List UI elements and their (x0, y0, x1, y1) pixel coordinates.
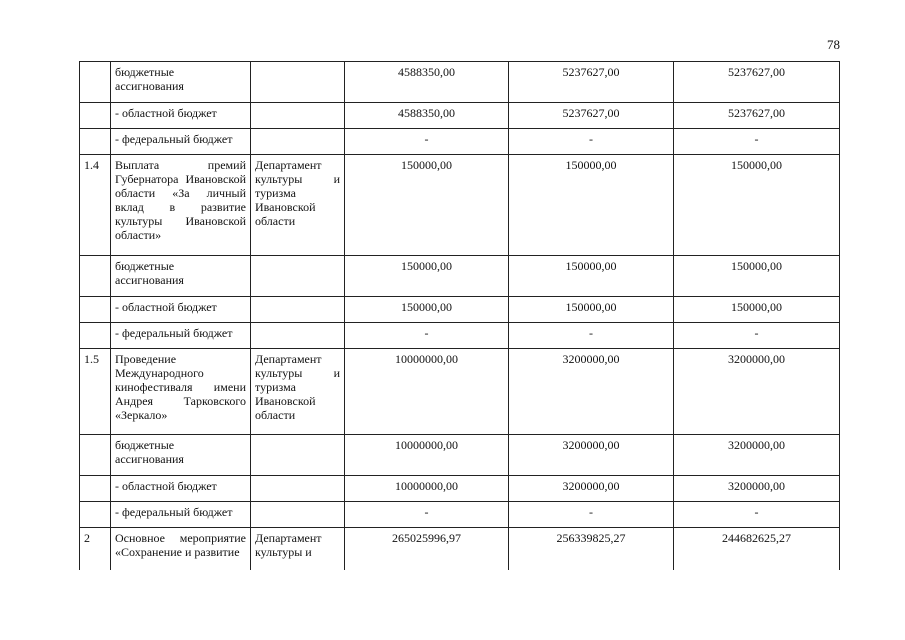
amount-cell: 150000,00 (674, 297, 840, 323)
table-row (80, 323, 840, 349)
amount-cell: - (509, 129, 674, 155)
item-name-cell: - федеральный бюджет (111, 502, 251, 528)
amount-cell: 5237627,00 (509, 103, 674, 129)
table-row (80, 62, 840, 103)
amount-cell: 150000,00 (345, 256, 509, 297)
amount-cell: - (674, 502, 840, 528)
row-number-cell (80, 435, 111, 476)
amount-cell: - (345, 129, 509, 155)
executor-cell (251, 62, 345, 103)
amount-cell: 5237627,00 (674, 103, 840, 129)
amount-cell: 5237627,00 (509, 62, 674, 103)
item-name-cell: бюджетные ассигнования (111, 435, 251, 476)
item-name-cell: - федеральный бюджет (111, 129, 251, 155)
row-number-cell (80, 62, 111, 103)
amount-cell: - (345, 502, 509, 528)
amount-cell: 4588350,00 (345, 62, 509, 103)
row-number-cell: 1.5 (80, 349, 111, 435)
executor-cell (251, 476, 345, 502)
table-row (80, 349, 840, 435)
executor-cell (251, 103, 345, 129)
row-number-cell: 2 (80, 528, 111, 570)
item-name-cell: Проведение Международного кинофестиваля имени Андрея Тарковского «Зеркало» (111, 349, 251, 435)
amount-cell: 256339825,27 (509, 528, 674, 570)
item-name-cell: - областной бюджет (111, 103, 251, 129)
table-row (80, 502, 840, 528)
executor-cell (251, 256, 345, 297)
table-row (80, 256, 840, 297)
amount-cell: - (674, 129, 840, 155)
row-number-cell (80, 103, 111, 129)
item-name-cell: бюджетные ассигнования (111, 62, 251, 103)
item-name-cell: Выплата премий Губернатора Ивановской области «За личный вклад в развитие культуры Ивановской области» (111, 155, 251, 256)
amount-cell: 3200000,00 (509, 476, 674, 502)
table-row (80, 528, 840, 570)
amount-cell: 150000,00 (345, 155, 509, 256)
table-row (80, 476, 840, 502)
item-name-cell: - областной бюджет (111, 297, 251, 323)
executor-cell (251, 502, 345, 528)
amount-cell: 10000000,00 (345, 349, 509, 435)
table-row (80, 297, 840, 323)
amount-cell: 10000000,00 (345, 476, 509, 502)
row-number-cell: 1.4 (80, 155, 111, 256)
row-number-cell (80, 323, 111, 349)
row-number-cell (80, 256, 111, 297)
amount-cell: 244682625,27 (674, 528, 840, 570)
amount-cell: 150000,00 (509, 155, 674, 256)
amount-cell: 10000000,00 (345, 435, 509, 476)
amount-cell: - (345, 323, 509, 349)
budget-table (79, 61, 840, 570)
amount-cell: - (509, 323, 674, 349)
amount-cell: 3200000,00 (674, 476, 840, 502)
page-number: 78 (827, 37, 840, 52)
table-row (80, 155, 840, 256)
amount-cell: 3200000,00 (674, 349, 840, 435)
table-row (80, 435, 840, 476)
amount-cell: 150000,00 (509, 297, 674, 323)
item-name-cell: - федеральный бюджет (111, 323, 251, 349)
amount-cell: 3200000,00 (674, 435, 840, 476)
executor-cell: Департамент культуры и туризма Ивановской области (251, 349, 345, 435)
row-number-cell (80, 129, 111, 155)
item-name-cell: - областной бюджет (111, 476, 251, 502)
executor-cell: Департамент культуры и (251, 528, 345, 570)
executor-cell: Департамент культуры и туризма Ивановской области (251, 155, 345, 256)
amount-cell: 3200000,00 (509, 435, 674, 476)
amount-cell: 3200000,00 (509, 349, 674, 435)
amount-cell: 5237627,00 (674, 62, 840, 103)
amount-cell: - (509, 502, 674, 528)
amount-cell: 150000,00 (674, 155, 840, 256)
item-name-cell: Основное мероприятие «Сохранение и развитие (111, 528, 251, 570)
executor-cell (251, 129, 345, 155)
table-row (80, 129, 840, 155)
executor-cell (251, 323, 345, 349)
item-name-cell: бюджетные ассигнования (111, 256, 251, 297)
executor-cell (251, 435, 345, 476)
amount-cell: - (674, 323, 840, 349)
amount-cell: 150000,00 (509, 256, 674, 297)
row-number-cell (80, 502, 111, 528)
row-number-cell (80, 297, 111, 323)
amount-cell: 4588350,00 (345, 103, 509, 129)
amount-cell: 150000,00 (345, 297, 509, 323)
amount-cell: 150000,00 (674, 256, 840, 297)
executor-cell (251, 297, 345, 323)
table-row (80, 103, 840, 129)
amount-cell: 265025996,97 (345, 528, 509, 570)
row-number-cell (80, 476, 111, 502)
